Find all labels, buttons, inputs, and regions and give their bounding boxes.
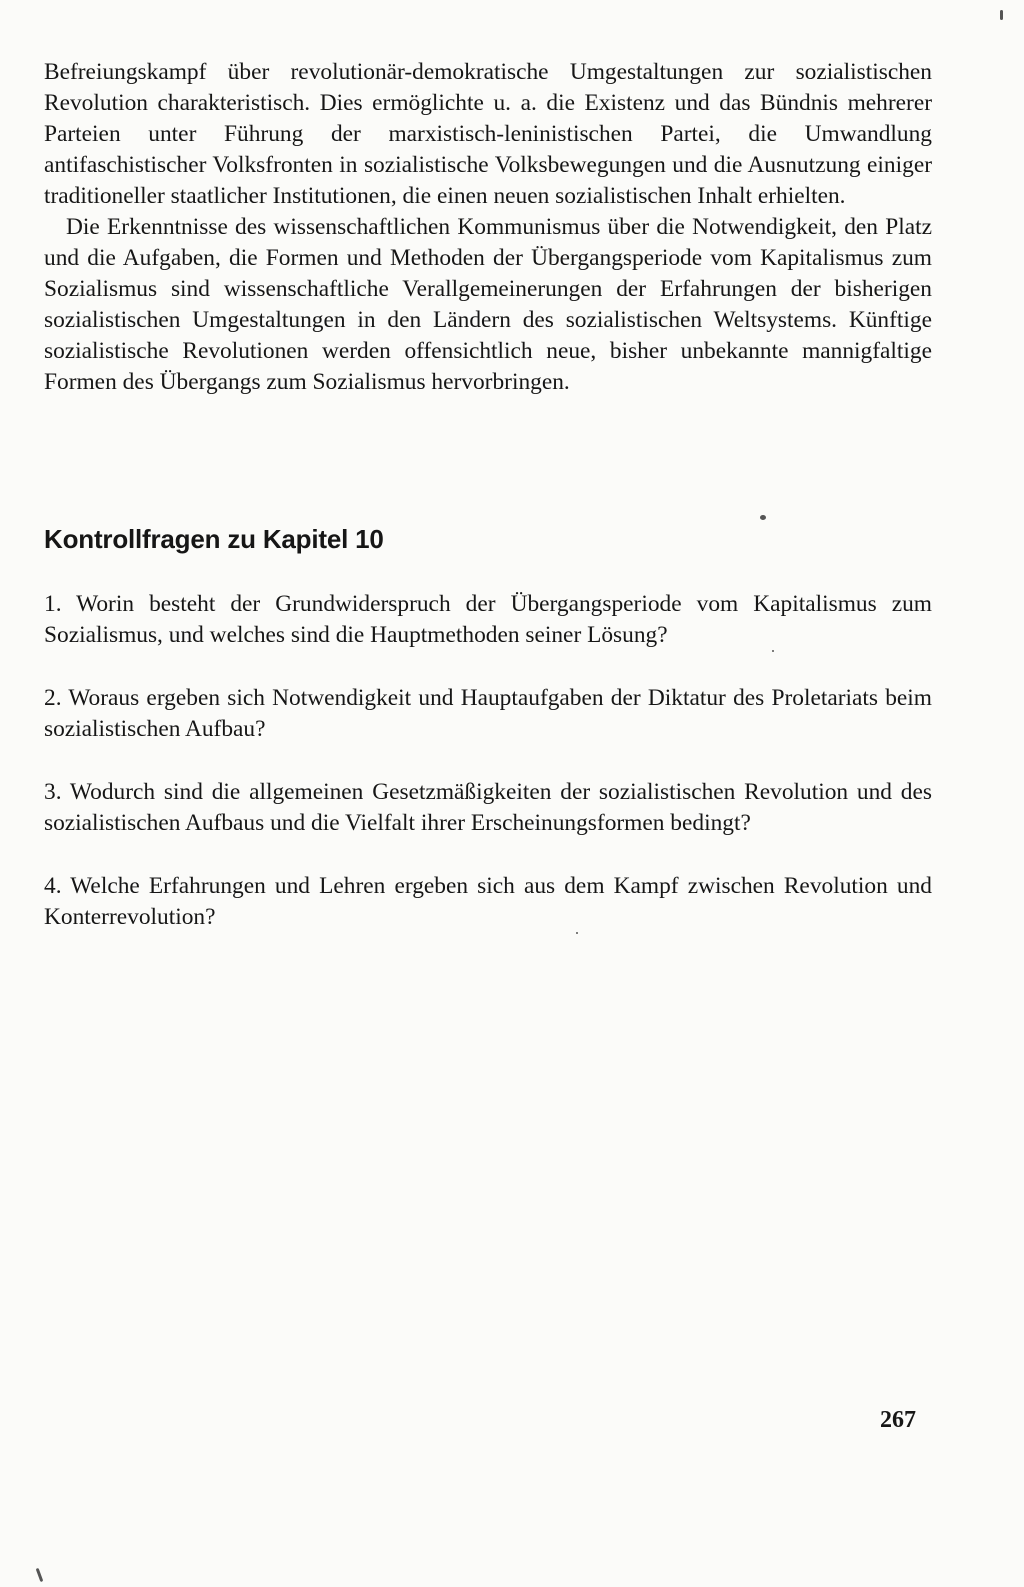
scan-speck — [1000, 10, 1003, 20]
section-heading: Kontrollfragen zu Kapitel 10 — [44, 524, 384, 554]
body-text — [44, 57, 932, 398]
question-2: 2. Woraus ergeben sich Notwendigkeit und Hauptaufgaben der Diktatur des Proletariats beim sozialistischen Aufbau? — [44, 685, 932, 742]
scan-speck — [760, 515, 766, 520]
scan-speck — [36, 1568, 44, 1582]
paragraph-2: Die Erkenntnisse des wissenschaftlichen Kommunismus über die Notwendigkeit, den Platz und die Aufgaben, die Formen und Methoden der Übergangsperiode vom Kapitalismus zum Sozialismus sind wissenschaftliche Verallgemeinerungen der Erfahrungen der bisherigen sozialistischen Umgestaltungen in den Ländern des sozialistischen Weltsystems. Künftige sozialistische Revolutionen werden offensichtlich neue, bisher unbekannte mannigfaltige Formen des Übergangs zum Sozialismus hervorbringen. — [44, 214, 932, 395]
page-number: 267 — [880, 1407, 916, 1433]
scan-speck — [772, 650, 774, 652]
question-list — [44, 589, 932, 965]
question-4: 4. Welche Erfahrungen und Lehren ergeben sich aus dem Kampf zwischen Revolution und Konterrevolution? — [44, 873, 932, 930]
paragraph-1: Befreiungskampf über revolutionär-demokratische Umgestaltungen zur sozialistischen Revolution charakteristisch. Dies ermöglichte u. a. die Existenz und das Bündnis mehrerer Parteien unter Führung der marxistisch-leninistischen Partei, die Umwandlung antifaschistischer Volksfronten in sozialistische Volksbewegungen und die Ausnutzung einiger traditioneller staatlicher Institutionen, die einen neuen sozialistischen Inhalt erhielten. — [44, 59, 932, 209]
question-1: 1. Worin besteht der Grundwiderspruch der Übergangsperiode vom Kapitalismus zum Sozialismus, und welches sind die Hauptmethoden seiner Lösung? — [44, 591, 932, 648]
question-3: 3. Wodurch sind die allgemeinen Gesetzmäßigkeiten der sozialistischen Revolution und des sozialistischen Aufbaus und die Vielfalt ihrer Erscheinungsformen bedingt? — [44, 779, 932, 836]
scan-speck — [576, 932, 578, 934]
